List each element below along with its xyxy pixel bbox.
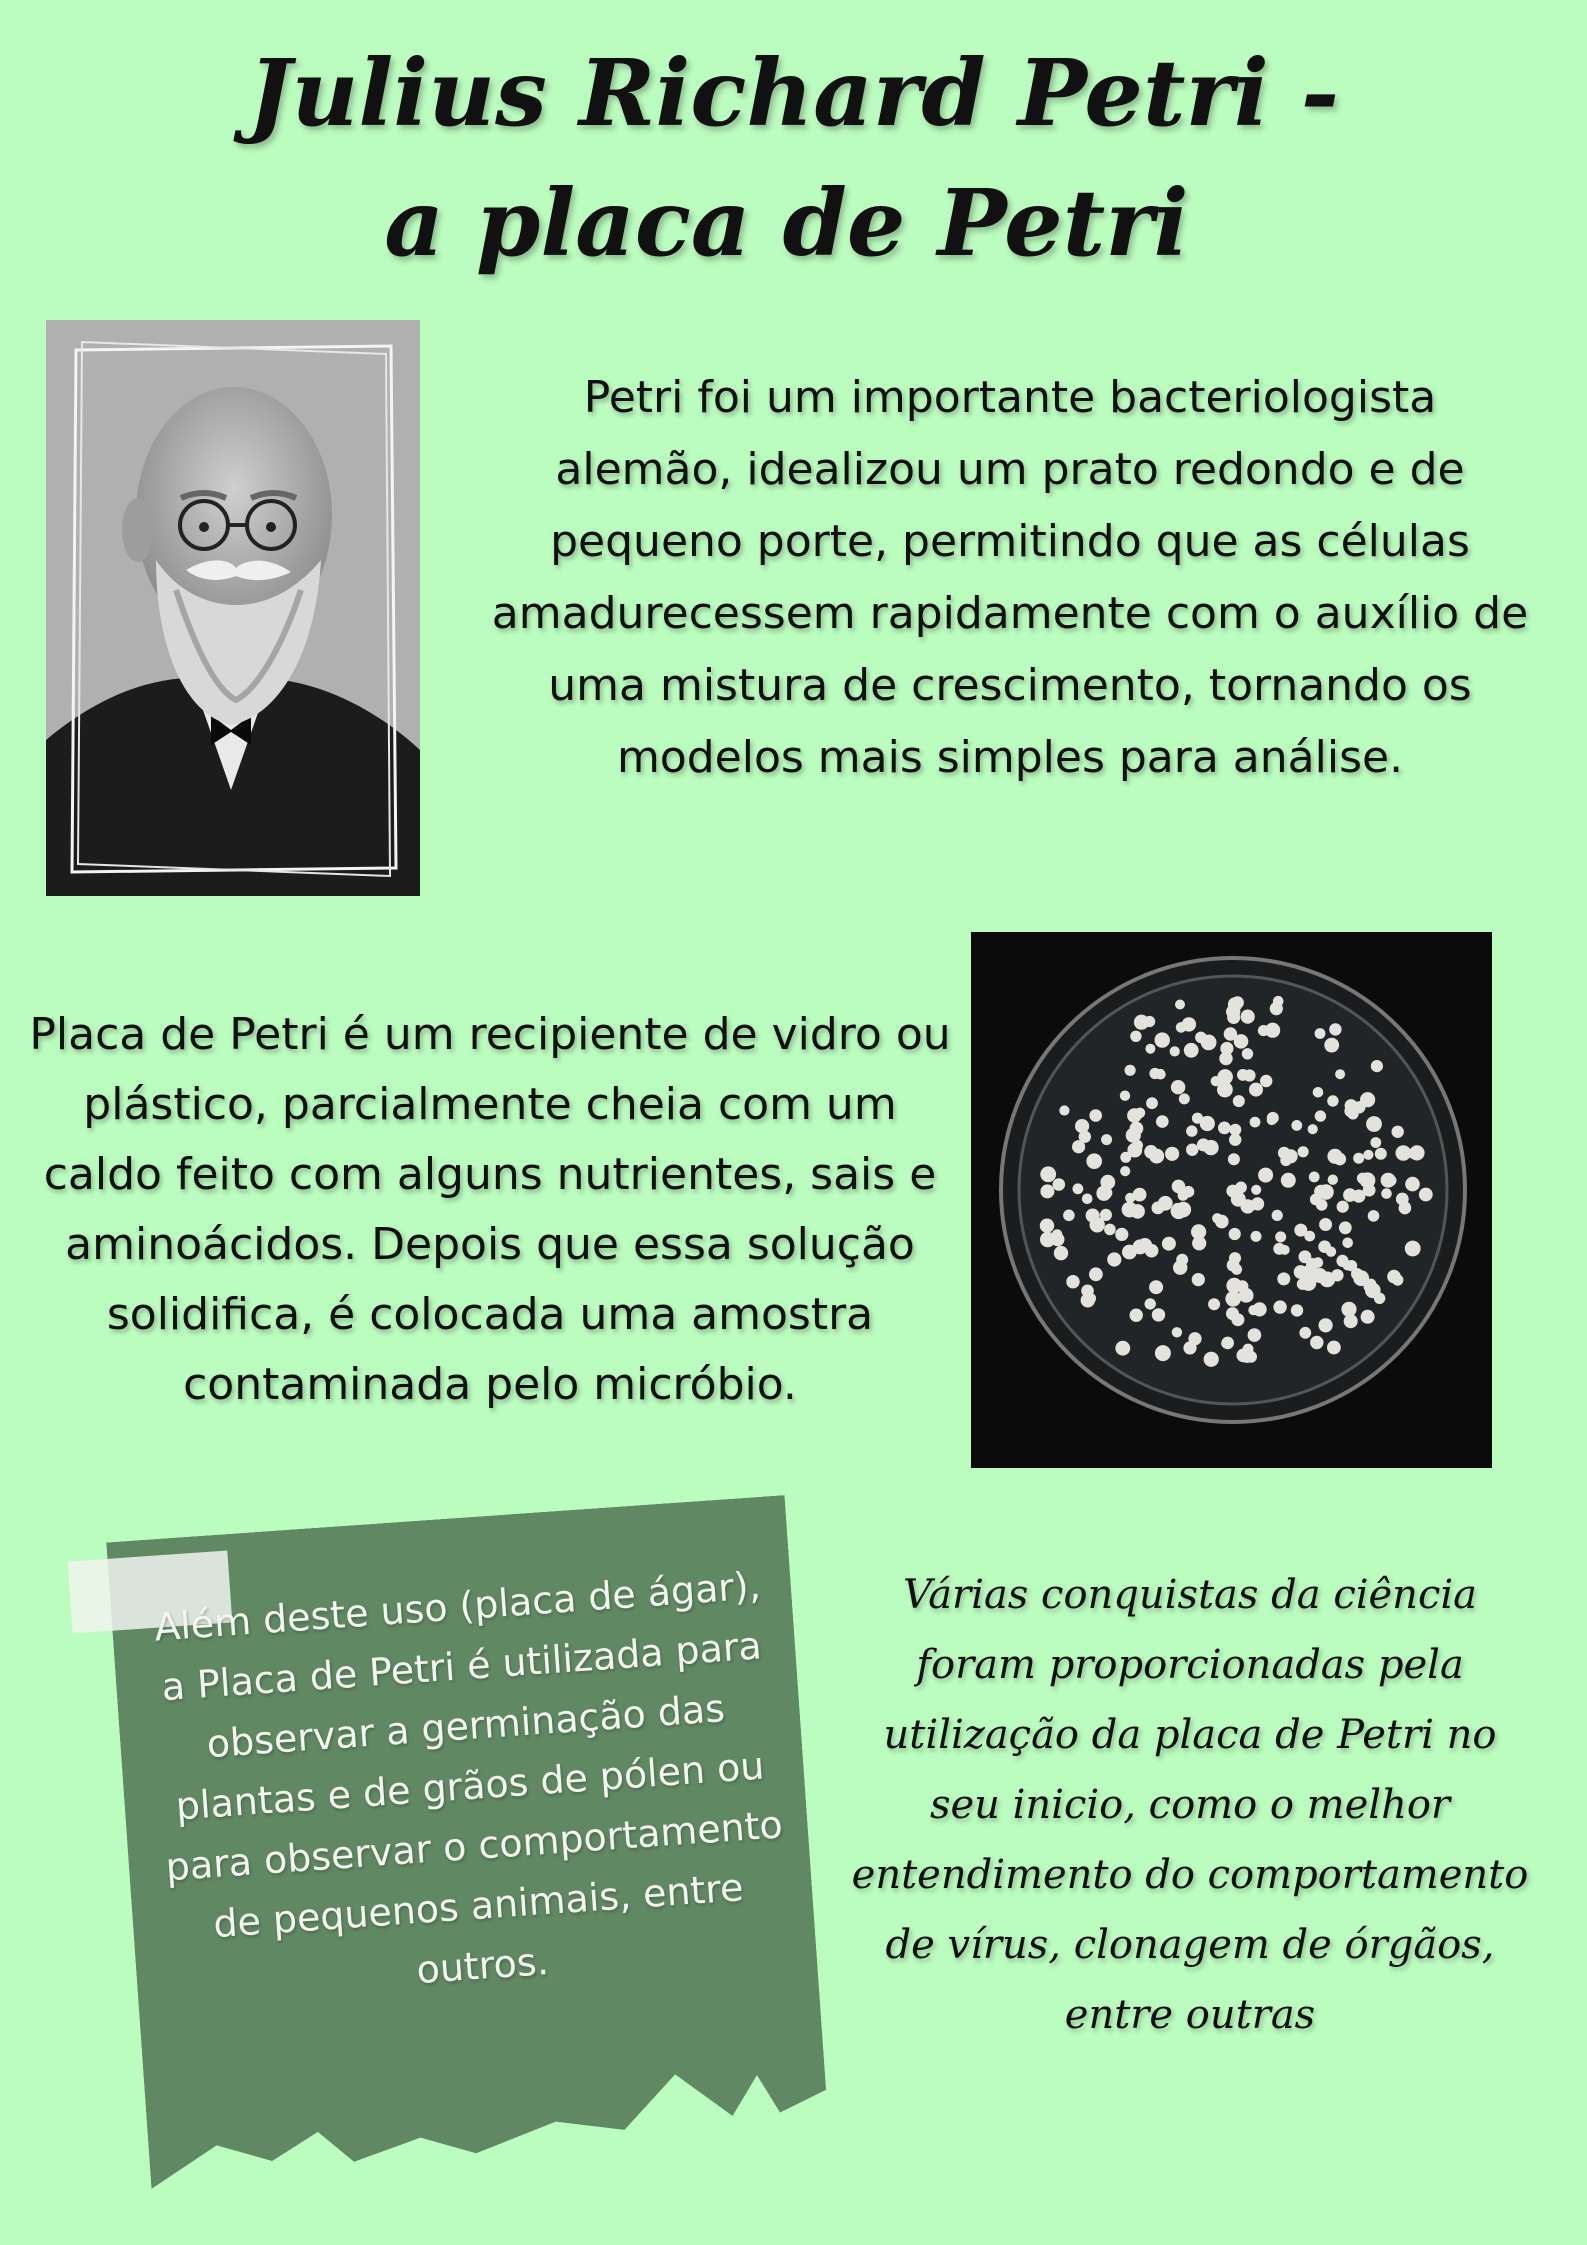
card-paragraph: Além deste uso (placa de ágar), a Placa de Petri é utilizada para observar a germinação das plantas e de grãos de pólen ou para observar o comportamento de pequenos animais, entre outros. [152,1563,785,1993]
portrait-photo [46,320,420,896]
title-line-2: a placa de Petri [384,169,1189,277]
petri-dish-photo [971,932,1492,1468]
page-title [0,28,1587,288]
petri-dish-illustration [971,932,1492,1468]
intro-paragraph: Petri foi um importante bacteriologista alemão, idealizou um prato redondo e de pequeno porte, permitindo que as células amadurecessem rapidamente com o auxílio de uma mistura de crescimento, tornando os modelos mais simples para análise. [491,372,1529,783]
portrait-illustration [46,320,420,896]
conclusion-paragraph: Várias conquistas da ciência foram proporcionadas pela utilização da placa de Petri no seu inicio, como o melhor entendimento do comportamento de vírus, clonagem de órgãos, entre outras [851,1572,1529,2038]
title-line-1: Julius Richard Petri - [247,39,1340,147]
definition-paragraph: Placa de Petri é um recipiente de vidro ou plástico, parcialmente cheia com um caldo feito com alguns nutrientes, sais e aminoácidos. Depois que essa solução solidifica, é colocada uma amostra contaminada pelo micróbio. [29,1009,951,1410]
